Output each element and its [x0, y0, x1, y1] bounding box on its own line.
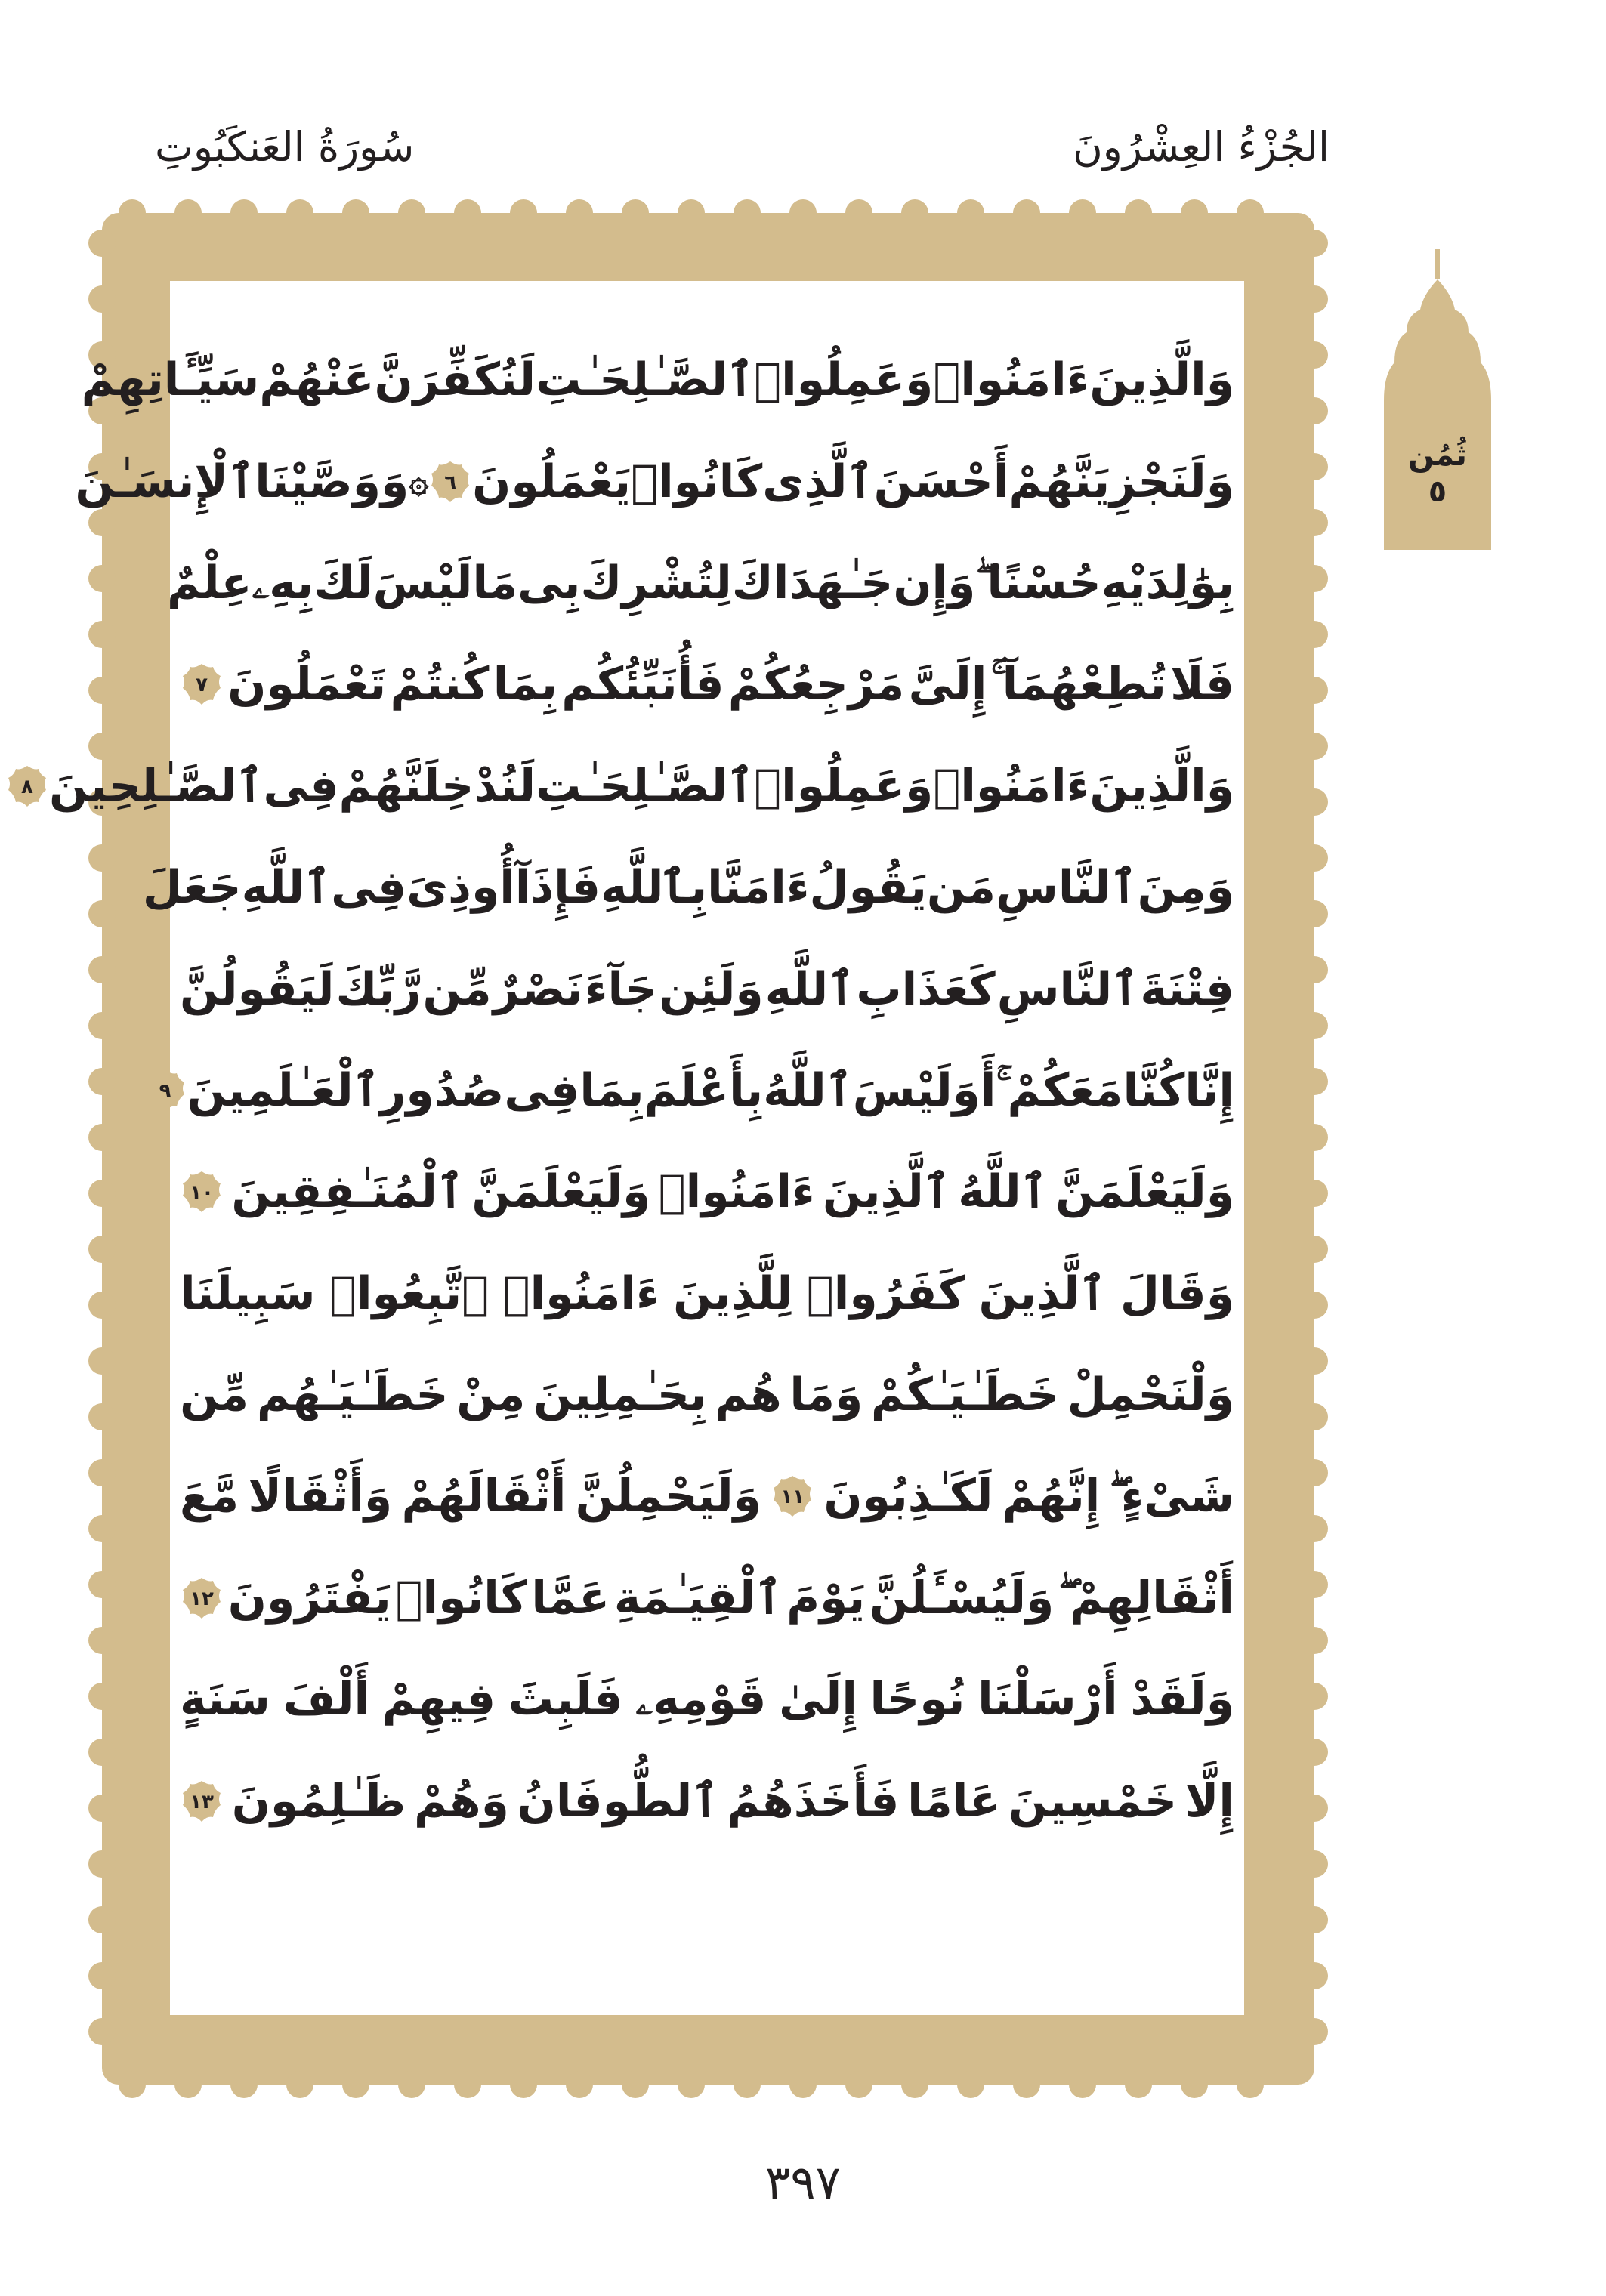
quran-word: ٱلْعَـٰلَمِينَ: [187, 1063, 380, 1117]
ayah-end-marker: [180, 1779, 224, 1823]
quran-word: أَلْفَ: [283, 1673, 370, 1727]
frame-scallop: [566, 199, 593, 227]
quran-word: وَوَصَّيْنَا: [255, 455, 409, 508]
quran-word: بِهِۦ: [252, 556, 314, 609]
quran-word: بِمَا: [493, 658, 557, 711]
quran-word: لَنُدْخِلَنَّهُمْ: [338, 759, 536, 813]
quran-word: وَمَا: [789, 1369, 863, 1422]
quran-word: عِلْمٌ: [166, 556, 252, 609]
quran-word: يَوْمَ: [786, 1571, 866, 1625]
quran-word: ٱللَّهُ: [763, 1063, 853, 1117]
quran-line: [174, 1446, 1240, 1547]
frame-scallop: [734, 199, 761, 227]
quran-word: ٱلطُّوفَانُ: [517, 1774, 719, 1828]
frame-scallop: [88, 1571, 116, 1598]
quran-word: قَوْمِهِۦ: [635, 1673, 767, 1727]
ayah-end-marker: [771, 1474, 814, 1518]
quran-word: خَطَـٰيَـٰكُمْ: [870, 1369, 1060, 1422]
frame-scallop: [88, 844, 116, 872]
frame-scallop: [88, 1515, 116, 1542]
frame-scallop: [622, 2071, 649, 2098]
frame-scallop: [88, 509, 116, 536]
ayah-end-marker: [180, 1576, 224, 1620]
frame-scallop: [1069, 2071, 1096, 2098]
quran-line: [174, 1141, 1240, 1242]
quran-word: وَلَئِن: [659, 962, 764, 1016]
frame-scallop: [1301, 1459, 1328, 1486]
ayah-number: ٩: [159, 1079, 171, 1103]
quran-word: ٱلْمُنَـٰفِقِينَ: [231, 1165, 465, 1219]
quran-word: فِى: [263, 759, 339, 813]
quran-word: نَصْرٌ: [493, 962, 583, 1016]
quran-line: [174, 1344, 1240, 1446]
frame-scallop: [88, 230, 116, 257]
frame-scallop: [454, 2071, 481, 2098]
quran-word: وَلَيَعْلَمَنَّ: [471, 1165, 651, 1219]
frame-scallop: [88, 956, 116, 983]
frame-scallop: [901, 2071, 928, 2098]
frame-scallop: [88, 1459, 116, 1486]
quran-word: ءَامَنُوا۟: [933, 353, 1090, 407]
frame-scallop: [88, 677, 116, 704]
quran-word: جَـٰهَدَاكَ: [731, 556, 894, 609]
quran-word: أُوذِىَ: [406, 861, 515, 915]
quran-line: [21, 736, 1240, 837]
quran-word: فِتْنَةَ: [1140, 962, 1234, 1016]
thumn-marker: [1384, 249, 1491, 550]
ayah-number: ١٢: [190, 1587, 214, 1610]
quran-word: بِى: [517, 556, 581, 609]
quran-word: بِحَـٰمِلِينَ: [533, 1369, 707, 1422]
quran-line: [174, 634, 1240, 735]
quran-word: وَلَيُسْـَٔلُنَّ: [869, 1571, 1055, 1625]
frame-scallop: [789, 2071, 817, 2098]
quran-word: عَامًا: [907, 1774, 1001, 1828]
quran-word: رَّبِّكَ: [335, 962, 422, 1016]
quran-line: [81, 329, 1240, 430]
quran-word: يَفْتَرُونَ: [227, 1571, 391, 1625]
quran-word: بِأَعْلَمَ: [644, 1063, 764, 1117]
frame-scallop: [286, 2071, 313, 2098]
quran-word: ٱلصَّـٰلِحَـٰتِ: [536, 353, 755, 407]
quran-line: [174, 1548, 1240, 1649]
frame-scallop: [88, 1962, 116, 1989]
quran-word: أَوَلَيْسَ: [852, 1063, 996, 1117]
frame-scallop: [119, 199, 146, 227]
quran-line: [174, 1243, 1240, 1344]
frame-scallop: [88, 900, 116, 927]
thumn-number: ٥: [1428, 474, 1447, 509]
quran-word: ٱلنَّاسِ: [996, 962, 1139, 1016]
quran-word: ٱلْإِنسَـٰنَ: [75, 455, 255, 508]
frame-scallop: [88, 1906, 116, 1933]
frame-scallop: [88, 1795, 116, 1822]
frame-scallop: [1301, 1124, 1328, 1151]
quran-word: تُطِعْهُمَآ ۚ: [990, 658, 1166, 711]
frame-scallop: [88, 1292, 116, 1319]
quran-word: أَرْسَلْنَا: [977, 1673, 1118, 1727]
frame-scallop: [286, 199, 313, 227]
quran-word: كُنَّا: [1123, 1063, 1185, 1117]
frame-scallop: [1301, 1515, 1328, 1542]
quran-word: ٱتَّبِعُوا۟: [329, 1267, 490, 1320]
frame-scallop: [174, 2071, 202, 2098]
ayah-number: ١٠: [190, 1181, 214, 1205]
ayah-number: ١٣: [190, 1790, 214, 1813]
frame-scallop: [1301, 1180, 1328, 1207]
frame-scallop: [789, 199, 817, 227]
frame-scallop: [1301, 285, 1328, 313]
quran-word: وَهُمْ: [413, 1774, 509, 1828]
quran-word: مَّعَ: [180, 1470, 239, 1523]
ayah-number: ٧: [196, 674, 208, 697]
frame-scallop: [88, 1850, 116, 1878]
surah-title: سُورَةُ العَنكَبُوتِ: [155, 123, 415, 171]
quran-word: وَأَثْقَالًا: [248, 1470, 393, 1523]
frame-scallop: [174, 199, 202, 227]
frame-scallop: [1181, 199, 1208, 227]
frame-scallop: [510, 199, 537, 227]
quran-word: بِمَا: [579, 1063, 644, 1117]
frame-scallop: [88, 1403, 116, 1430]
quran-word: لَكَ: [313, 556, 373, 609]
quran-word: خَمْسِينَ: [1008, 1774, 1178, 1828]
frame-scallop: [1301, 453, 1328, 480]
quran-word: بِوَٰلِدَيْهِ: [1101, 556, 1234, 609]
quran-word: مِّن: [180, 1369, 249, 1422]
quran-word: وَلَيَحْمِلُنَّ: [575, 1470, 761, 1523]
quran-word: كُنتُمْ: [390, 658, 490, 711]
frame-scallop: [88, 1347, 116, 1375]
frame-scallop: [230, 199, 258, 227]
frame-scallop: [1301, 509, 1328, 536]
frame-scallop: [734, 2071, 761, 2098]
frame-scallop: [398, 2071, 425, 2098]
frame-scallop: [88, 2018, 116, 2045]
quran-word: أَحْسَنَ: [873, 455, 1009, 508]
thumn-label: ثُمُن: [1408, 438, 1467, 473]
quran-line: [75, 430, 1240, 532]
quran-word: يَقُولُ: [809, 861, 927, 915]
frame-scallop: [845, 199, 872, 227]
frame-scallop: [398, 199, 425, 227]
quran-word: كَانُوا۟: [631, 455, 763, 508]
frame-scallop: [1013, 2071, 1040, 2098]
quran-word: حُسْنًا ۖ: [975, 556, 1101, 609]
quran-word: كَعَذَابِ: [856, 962, 996, 1016]
quran-word: كَفَرُوا۟: [806, 1267, 965, 1320]
frame-scallop: [1301, 956, 1328, 983]
quran-word: وَمِنَ: [1137, 861, 1234, 915]
quran-word: ظَـٰلِمُونَ: [231, 1774, 406, 1828]
frame-scallop: [1301, 397, 1328, 424]
quran-word: مَن: [926, 861, 996, 915]
ayah-end-marker: [144, 1069, 187, 1113]
quran-word: فَأُنَبِّئُكُم: [561, 658, 724, 711]
frame-scallop: [957, 2071, 984, 2098]
quran-word: مِّن: [422, 962, 492, 1016]
quran-word: فَإِذَآ: [514, 861, 601, 915]
quran-word: إِلَّا: [1184, 1774, 1234, 1828]
frame-scallop: [1069, 199, 1096, 227]
quran-word: ٱللَّهِ: [241, 861, 332, 915]
quran-word: إِنَّا: [1184, 1063, 1234, 1117]
quran-word: ءَامَنَّا: [707, 861, 810, 915]
frame-scallop: [88, 621, 116, 648]
frame-scallop: [88, 733, 116, 760]
frame-scallop: [1301, 1292, 1328, 1319]
juz-title: الجُزْءُ العِشْرُونَ: [1073, 123, 1330, 171]
quran-word: شَىْءٍ ۖ: [1109, 1470, 1234, 1523]
frame-scallop: [1301, 1739, 1328, 1766]
quran-word: كَانُوا۟: [395, 1571, 527, 1625]
quran-word: مَعَكُمْ ۚ: [996, 1063, 1123, 1117]
quran-word: صُدُورِ: [379, 1063, 505, 1117]
quran-word: سَيِّـَٔاتِهِمْ: [81, 353, 260, 407]
frame-scallop: [1301, 1571, 1328, 1598]
frame-scallop: [88, 1739, 116, 1766]
quran-word: ٱللَّهِ: [764, 962, 855, 1016]
quran-word: لَنُكَفِّرَنَّ: [374, 353, 536, 407]
quran-word: خَطَـٰيَـٰهُم: [256, 1369, 449, 1422]
quran-word: لَيْسَ: [372, 556, 473, 609]
frame-scallop: [1301, 1236, 1328, 1263]
ayah-number: ٦: [444, 471, 457, 494]
quran-word: ٱلْقِيَـٰمَةِ: [613, 1571, 783, 1625]
frame-scallop: [88, 1627, 116, 1654]
quran-word: لِتُشْرِكَ: [580, 556, 732, 609]
quran-word: تَعْمَلُونَ: [227, 658, 387, 711]
frame-scallop: [566, 2071, 593, 2098]
quran-line: [174, 1750, 1240, 1851]
frame-scallop: [230, 2071, 258, 2098]
frame-scallop: [901, 199, 928, 227]
quran-word: فِى: [504, 1063, 580, 1117]
frame-scallop: [1301, 1850, 1328, 1878]
quran-word: جَعَلَ: [142, 861, 242, 915]
quran-word: إِلَىَّ: [908, 658, 987, 711]
ayah-end-marker: [5, 764, 49, 808]
frame-scallop: [342, 199, 369, 227]
frame-scallop: [1301, 1403, 1328, 1430]
frame-scallop: [88, 1012, 116, 1039]
quran-word: وَعَمِلُوا۟: [754, 759, 934, 813]
quran-word: إِلَىٰ: [779, 1673, 857, 1727]
rub-el-hizb-icon: ۞: [409, 462, 429, 501]
quran-word: ٱللَّهُ: [958, 1165, 1048, 1219]
frame-scallop: [119, 2071, 146, 2098]
quran-word: إِنَّهُمْ: [1002, 1470, 1101, 1523]
quran-word: لِلَّذِينَ: [673, 1267, 793, 1320]
quran-word: فَلَا: [1170, 658, 1234, 711]
frame-scallop: [622, 199, 649, 227]
quran-word: فَلَبِثَ: [508, 1673, 623, 1727]
quran-word: وَلَيَعْلَمَنَّ: [1055, 1165, 1234, 1219]
frame-scallop: [1237, 199, 1264, 227]
quran-word: مَرْجِعُكُمْ: [727, 658, 905, 711]
frame-scallop: [1237, 2071, 1264, 2098]
frame-scallop: [1125, 2071, 1152, 2098]
quran-word: ٱلنَّاسِ: [996, 861, 1138, 915]
frame-scallop: [1301, 1012, 1328, 1039]
quran-word: يَعْمَلُونَ: [472, 455, 632, 508]
frame-scallop: [1125, 199, 1152, 227]
quran-word: وَعَمِلُوا۟: [754, 353, 934, 407]
frame-scallop: [1301, 565, 1328, 592]
frame-scallop: [88, 1180, 116, 1207]
quran-word: أَثْقَالَهُمْ: [401, 1470, 567, 1523]
frame-scallop: [957, 199, 984, 227]
ayah-end-marker: [180, 1170, 224, 1214]
frame-scallop: [454, 199, 481, 227]
frame-scallop: [1301, 341, 1328, 369]
quran-line: [166, 532, 1240, 634]
quran-word: سَبِيلَنَا: [180, 1267, 316, 1320]
frame-scallop: [342, 2071, 369, 2098]
quran-word: وَالَّذِينَ: [1089, 759, 1234, 813]
frame-scallop: [1013, 199, 1040, 227]
quran-word: فَأَخَذَهُمُ: [727, 1774, 900, 1828]
quran-text-panel: [21, 285, 1240, 2011]
quran-word: ٱلَّذِينَ: [978, 1267, 1107, 1320]
quran-line: [159, 1040, 1240, 1141]
frame-scallop: [1301, 900, 1328, 927]
quran-word: فِى: [331, 861, 407, 915]
ayah-end-marker: [180, 662, 224, 706]
frame-scallop: [1301, 1795, 1328, 1822]
frame-scallop: [1301, 621, 1328, 648]
frame-scallop: [88, 1236, 116, 1263]
frame-scallop: [88, 565, 116, 592]
quran-word: فِيهِمْ: [381, 1673, 496, 1727]
quran-word: سَنَةٍ: [180, 1673, 270, 1727]
quran-word: مِنْ: [456, 1369, 526, 1422]
quran-word: لَكَـٰذِبُونَ: [823, 1470, 993, 1523]
quran-word: ٱلَّذِينَ: [823, 1165, 950, 1219]
quran-word: عَنْهُمْ: [259, 353, 375, 407]
frame-scallop: [1301, 1627, 1328, 1654]
quran-word: وَإِن: [893, 556, 976, 609]
frame-scallop: [1301, 1906, 1328, 1933]
frame-scallop: [1301, 1962, 1328, 1989]
quran-word: وَلَنَجْزِيَنَّهُمْ: [1008, 455, 1234, 508]
frame-scallop: [1301, 733, 1328, 760]
ayah-end-marker: [428, 460, 472, 504]
quran-word: ٱلصَّـٰلِحِينَ: [48, 759, 264, 813]
frame-scallop: [1301, 230, 1328, 257]
ayah-number: ٨: [21, 775, 33, 798]
quran-line: [142, 837, 1240, 938]
quran-word: وَالَّذِينَ: [1089, 353, 1234, 407]
frame-scallop: [88, 1683, 116, 1710]
quran-word: لَيَقُولُنَّ: [180, 962, 335, 1016]
frame-scallop: [1301, 844, 1328, 872]
frame-scallop: [678, 2071, 705, 2098]
quran-word: مَا: [472, 556, 518, 609]
frame-scallop: [1301, 1683, 1328, 1710]
frame-scallop: [88, 285, 116, 313]
quran-word: ءَامَنُوا۟: [502, 1267, 659, 1320]
frame-scallop: [1301, 2018, 1328, 2045]
quran-word: جَآءَ: [584, 962, 658, 1016]
quran-word: وَلَقَدْ: [1130, 1673, 1234, 1727]
frame-scallop: [88, 1068, 116, 1095]
quran-word: أَثْقَالِهِمْ ۖ: [1058, 1571, 1234, 1625]
frame-scallop: [1301, 1347, 1328, 1375]
quran-word: ٱلَّذِى: [762, 455, 874, 508]
page-number: ٣٩٧: [765, 2155, 841, 2210]
quran-word: عَمَّا: [531, 1571, 610, 1625]
frame-scallop: [510, 2071, 537, 2098]
frame-scallop: [1301, 788, 1328, 816]
frame-scallop: [1301, 1068, 1328, 1095]
quran-word: بِٱللَّهِ: [601, 861, 708, 915]
quran-word: هُم: [715, 1369, 782, 1422]
frame-scallop: [1301, 677, 1328, 704]
frame-scallop: [678, 199, 705, 227]
quran-word: ٱلصَّـٰلِحَـٰتِ: [536, 759, 755, 813]
quran-word: ءَامَنُوا۟: [933, 759, 1090, 813]
frame-scallop: [1181, 2071, 1208, 2098]
quran-line: [174, 1649, 1240, 1750]
frame-scallop: [88, 1124, 116, 1151]
quran-line: [174, 938, 1240, 1039]
ayah-number: ١١: [780, 1486, 805, 1509]
quran-word: نُوحًا: [869, 1673, 965, 1727]
quran-word: وَقَالَ: [1120, 1267, 1234, 1320]
frame-scallop: [845, 2071, 872, 2098]
quran-word: ءَامَنُوا۟: [658, 1165, 815, 1219]
quran-word: وَلْنَحْمِلْ: [1067, 1369, 1234, 1422]
